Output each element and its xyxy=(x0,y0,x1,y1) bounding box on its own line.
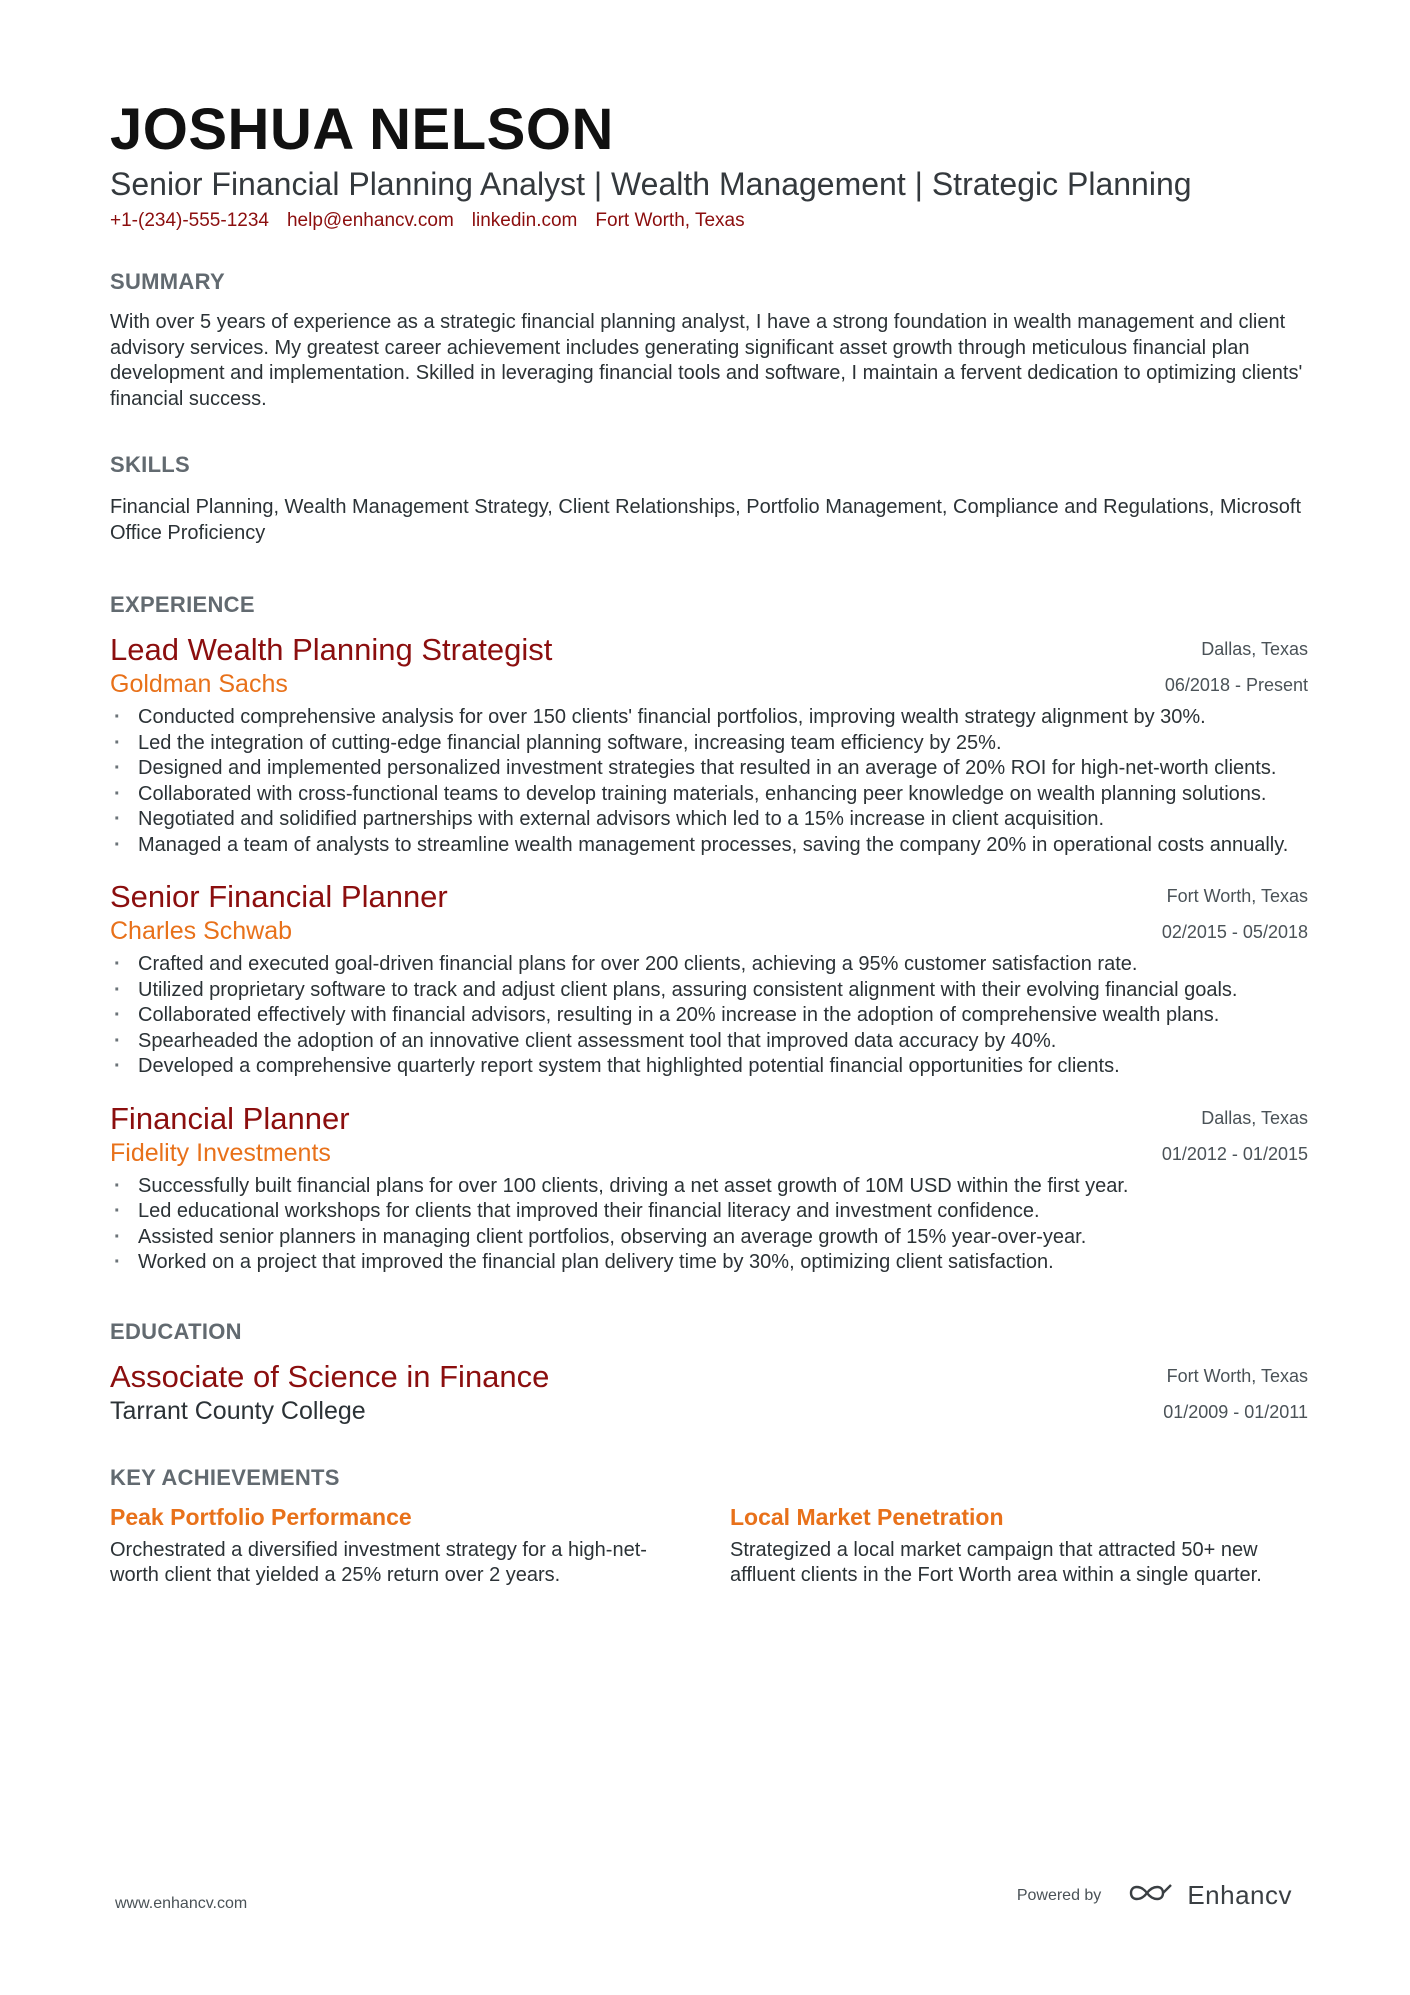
candidate-headline: Senior Financial Planning Analyst | Wealth Management | Strategic Planning xyxy=(110,166,1192,202)
job-location: Fort Worth, Texas xyxy=(1166,886,1308,906)
job-bullet: · Led the integration of cutting-edge financial planning software, increasing team efficiency by 25%. xyxy=(110,731,1308,757)
contact-info xyxy=(110,208,1308,234)
job-bullet: · Designed and implemented personalized investment strategies that resulted in an average of 20% ROI for high-net-worth clients. xyxy=(110,756,1308,782)
footer-branding xyxy=(1017,1880,1292,1911)
job-bullet: · Assisted senior planners in managing client portfolios, observing an average growth of 15% year-over-year. xyxy=(110,1225,1308,1251)
section-title-skills: SKILLS xyxy=(110,452,191,477)
experience-entry xyxy=(110,631,1308,858)
school-name: Tarrant County College xyxy=(110,1396,366,1425)
summary-section xyxy=(110,268,1308,412)
achievements-section xyxy=(110,1464,1308,1589)
degree-title: Associate of Science in Finance xyxy=(110,1358,550,1394)
achievement-title: Peak Portfolio Performance xyxy=(110,1503,412,1530)
education-location: Fort Worth, Texas xyxy=(1166,1365,1308,1386)
experience-entry xyxy=(110,1100,1308,1276)
job-dates: 02/2015 - 05/2018 xyxy=(1161,922,1308,942)
section-title-education: EDUCATION xyxy=(110,1318,242,1344)
job-bullet: · Spearheaded the adoption of an innovative client assessment tool that improved data accuracy by 40%. xyxy=(110,1029,1308,1055)
email-link[interactable]: help@enhancv.com xyxy=(286,210,454,231)
job-bullets xyxy=(110,1174,1308,1276)
experience-entry xyxy=(110,878,1308,1080)
linkedin-link[interactable]: linkedin.com xyxy=(471,210,578,231)
job-dates: 01/2012 - 01/2015 xyxy=(1161,1143,1308,1164)
achievement-text: Orchestrated a diversified investment strategy for a high-net-worth client that yielded a 25% return over 2 years. xyxy=(110,1538,647,1586)
job-title: Financial Planner xyxy=(110,1100,350,1136)
location-text: Fort Worth, Texas xyxy=(595,210,745,231)
job-location: Dallas, Texas xyxy=(1201,639,1308,659)
job-bullet: · Managed a team of analysts to streamline wealth management processes, saving the company 20% in operational costs annually. xyxy=(110,833,1308,859)
job-bullet: · Collaborated with cross-functional teams to develop training materials, enhancing peer knowledge on wealth planning solutions. xyxy=(110,782,1308,808)
enhancv-brand-text[interactable]: Enhancv xyxy=(1187,1880,1292,1910)
achievement-item xyxy=(110,1502,686,1589)
job-bullet: · Successfully built financial plans for over 100 clients, driving a net asset growth of 10M USD within the first year. xyxy=(110,1174,1308,1200)
resume-page xyxy=(110,96,1308,1589)
job-bullet: · Conducted comprehensive analysis for over 150 clients' financial portfolios, improving wealth strategy alignment by 30%. xyxy=(110,705,1308,731)
footer-website[interactable]: www.enhancv.com xyxy=(115,1895,248,1912)
job-bullet: · Led educational workshops for clients that improved their financial literacy and investment confidence. xyxy=(110,1199,1308,1225)
job-dates: 06/2018 - Present xyxy=(1164,675,1308,695)
education-section xyxy=(110,1318,1308,1430)
achievement-item xyxy=(730,1502,1306,1589)
job-bullet: · Crafted and executed goal-driven financial plans for over 200 clients, achieving a 95% customer satisfaction rate. xyxy=(110,952,1308,978)
candidate-name: JOSHUA NELSON xyxy=(110,97,614,162)
powered-by-label: Powered by xyxy=(1016,1886,1102,1904)
job-title: Senior Financial Planner xyxy=(110,879,448,914)
job-title: Lead Wealth Planning Strategist xyxy=(110,632,553,667)
job-bullet: · Collaborated effectively with financial advisors, resulting in a 20% increase in the adoption of comprehensive wealth plans. xyxy=(110,1003,1308,1029)
resume-header xyxy=(110,96,1308,234)
section-title-summary: SUMMARY xyxy=(110,269,225,294)
job-company: Fidelity Investments xyxy=(110,1138,331,1167)
job-bullet: · Negotiated and solidified partnerships with external advisors which led to a 15% increase in client acquisition. xyxy=(110,807,1308,833)
enhancv-logo-icon xyxy=(1127,1881,1173,1910)
job-bullet: · Developed a comprehensive quarterly report system that highlighted potential financial opportunities for clients. xyxy=(110,1054,1308,1080)
job-company: Charles Schwab xyxy=(110,917,293,945)
job-location: Dallas, Texas xyxy=(1201,1107,1308,1128)
achievement-title: Local Market Penetration xyxy=(730,1503,1004,1530)
job-bullet: · Utilized proprietary software to track and adjust client plans, assuring consistent alignment with their evolving financial goals. xyxy=(110,978,1308,1004)
job-company: Goldman Sachs xyxy=(110,670,288,698)
summary-text: With over 5 years of experience as a strategic financial planning analyst, I have a strong foundation in wealth management and client advisory services. My greatest career achievement includes generating significant asset growth through meticulous financial plan development and implementation. Skilled in leveraging financial tools and software, I maintain a fervent dedication to optimizing clients' financial success. xyxy=(110,311,1303,410)
experience-section xyxy=(110,591,1308,1276)
skills-section xyxy=(110,451,1308,546)
section-title-achievements: KEY ACHIEVEMENTS xyxy=(110,1464,340,1490)
skills-text: Financial Planning, Wealth Management Strategy, Client Relationships, Portfolio Management, Compliance and Regulations, Microsoft Office Proficiency xyxy=(110,496,1301,544)
section-title-experience: EXPERIENCE xyxy=(110,592,255,617)
job-bullet: · Worked on a project that improved the financial plan delivery time by 30%, optimizing client satisfaction. xyxy=(110,1250,1308,1276)
job-bullets xyxy=(110,705,1308,858)
job-bullets xyxy=(110,952,1308,1080)
phone-link[interactable]: +1-(234)-555-1234 xyxy=(110,210,269,231)
education-dates: 01/2009 - 01/2011 xyxy=(1163,1401,1308,1422)
achievement-text: Strategized a local market campaign that attracted 50+ new affluent clients in the Fort Worth area within a single quarter. xyxy=(730,1538,1262,1586)
